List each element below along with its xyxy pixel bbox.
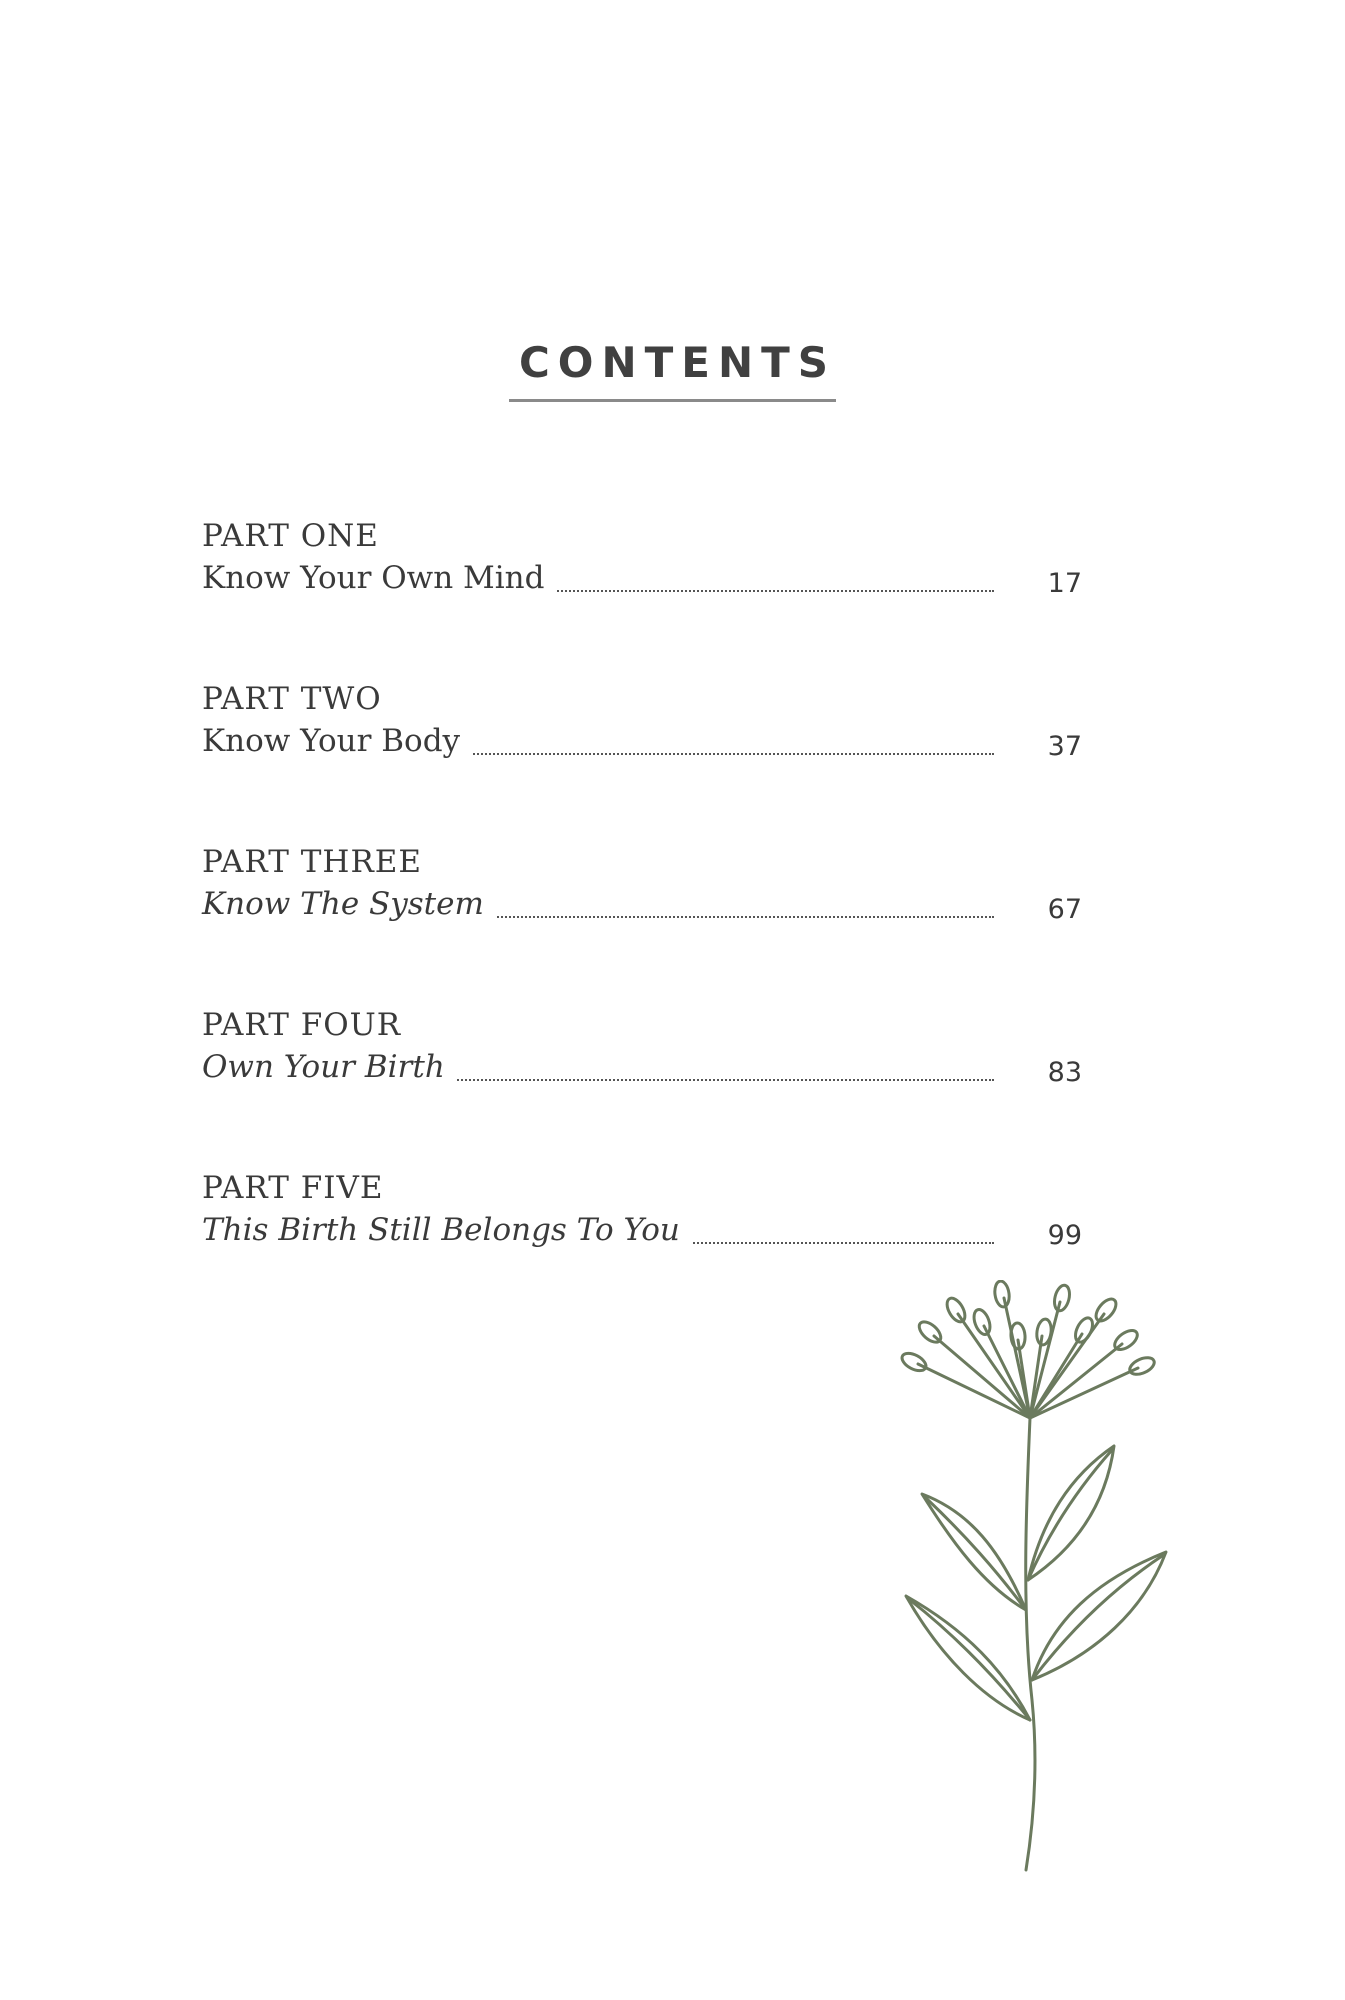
page-number: 83 (1047, 1057, 1082, 1088)
part-label: PART THREE (202, 844, 423, 880)
chapter-title: Know Your Body (202, 719, 472, 763)
page-number: 37 (1047, 731, 1082, 762)
toc-entry-part-one[interactable] (202, 516, 1082, 679)
toc-entry-part-three[interactable] (202, 842, 1082, 1005)
entry-row (202, 882, 1082, 928)
flower-stem-icon (900, 1280, 1180, 1880)
page-number: 17 (1047, 568, 1082, 599)
part-label: PART FIVE (202, 1170, 384, 1206)
part-label: PART ONE (202, 518, 379, 554)
entry-row (202, 719, 1082, 765)
contents-heading: CONTENTS (509, 338, 836, 402)
table-of-contents (202, 516, 1082, 1331)
part-label: PART FOUR (202, 1007, 402, 1043)
entry-row (202, 1208, 1082, 1254)
page-number: 99 (1047, 1220, 1082, 1251)
heading-wrap (0, 338, 1345, 402)
entry-row (202, 1045, 1082, 1091)
chapter-title: Know The System (202, 882, 496, 926)
chapter-title: Know Your Own Mind (202, 556, 556, 600)
toc-entry-part-four[interactable] (202, 1005, 1082, 1168)
page-number: 67 (1047, 894, 1082, 925)
part-label: PART TWO (202, 681, 382, 717)
chapter-title: This Birth Still Belongs To You (202, 1208, 692, 1252)
chapter-title: Own Your Birth (202, 1045, 457, 1089)
toc-entry-part-two[interactable] (202, 679, 1082, 842)
entry-row (202, 556, 1082, 602)
